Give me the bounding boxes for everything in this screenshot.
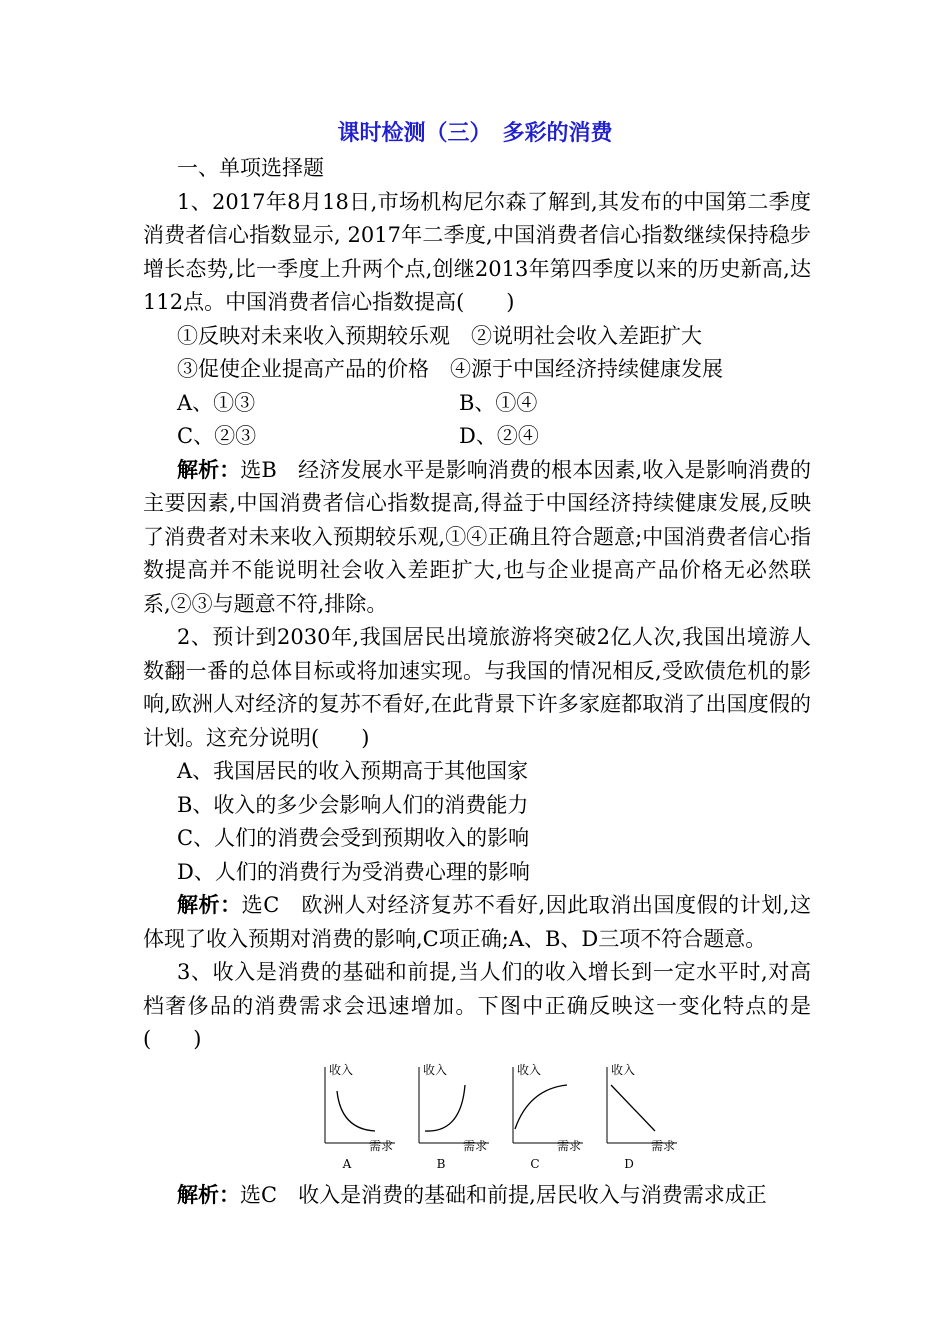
y-axis-label: 收入 (611, 1062, 636, 1077)
question-2-analysis (143, 889, 811, 956)
option-d: D、②④ (459, 424, 539, 448)
graph-d (597, 1063, 679, 1173)
question-1-statement: ③促使企业提高产品的价格 ④源于中国经济持续健康发展 (177, 357, 723, 381)
question-3-stem: 3、收入是消费的基础和前提,当人们的收入增长到一定水平时,对高档奢侈品的消费需求会迅速增加。下图中正确反映这一变化特点的是( ) (143, 960, 811, 1051)
graph-b (409, 1063, 491, 1173)
analysis-text: 选C 收入是消费的基础和前提,居民收入与消费需求成正 (240, 1182, 767, 1207)
analysis-label: 解析： (177, 893, 242, 917)
option-graphs (183, 1063, 811, 1173)
y-axis-label: 收入 (517, 1062, 542, 1077)
graph-caption: B (436, 1156, 446, 1171)
analysis-label: 解析： (177, 1182, 240, 1207)
x-axis-label: 需求 (368, 1138, 393, 1153)
section-heading: 一、单项选择题 (177, 156, 324, 180)
question-2-stem: 2、预计到2030年,我国居民出境旅游将突破2亿人次,我国出境游人数翻一番的总体目标或将加速实现。与我国的情况相反,受欧债危机的影响,欧洲人对经济的复苏不看好,在此背景下许多家庭都取消了出国度假的计划。这充分说明( ) (143, 625, 811, 750)
analysis-label: 解析： (177, 457, 241, 482)
y-axis-label: 收入 (329, 1062, 354, 1077)
option-c: C、②③ (177, 424, 257, 448)
question-1-stem: 1、2017年8月18日,市场机构尼尔森了解到,其发布的中国第二季度消费者信心指数显示, 2017年二季度,中国消费者信心指数继续保持稳步增长态势,比一季度上升两个点,创继2013年第四季度以来的历史新高,达112点。中国消费者信心指数提高( ) (143, 189, 811, 314)
question-1-options-row (143, 387, 811, 421)
option-c: C、人们的消费会受到预期收入的影响 (177, 826, 530, 850)
curve (337, 1091, 375, 1131)
x-axis-label: 需求 (462, 1138, 487, 1153)
question-1-options-row (143, 420, 811, 454)
x-axis-label: 需求 (556, 1138, 581, 1153)
curve (515, 1085, 567, 1129)
question-1-statement: ①反映对未来收入预期较乐观 ②说明社会收入差距扩大 (177, 323, 702, 348)
graph-c (503, 1063, 585, 1173)
option-b: B、收入的多少会影响人们的消费能力 (177, 792, 529, 817)
document-body (143, 152, 811, 1212)
graph-caption: D (624, 1156, 634, 1171)
curve (611, 1085, 655, 1131)
page-title: 课时检测（三） 多彩的消费 (337, 121, 613, 146)
y-axis-label: 收入 (423, 1062, 448, 1077)
analysis-text: 选B 经济发展水平是影响消费的根本因素,收入是影响消费的主要因素,中国消费者信心指数提高,得益于中国经济持续健康发展,反映了消费者对未来收入预期较乐观,①④正确且符合题意;中国消费者信心指数提高并不能说明社会收入差距扩大,也与企业提高产品价格无必然联系,②③与题意不符,排除。 (143, 457, 812, 616)
question-3-analysis (143, 1179, 811, 1213)
graph-caption: A (342, 1156, 352, 1171)
option-a: A、①③ (177, 390, 256, 415)
option-b: B、①④ (459, 390, 538, 415)
curve (425, 1085, 465, 1131)
analysis-text: 选C 欧洲人对经济复苏不看好,因此取消出国度假的计划,这体现了收入预期对消费的影响,C项正确;A、B、D三项不符合题意。 (143, 893, 812, 951)
graph-a (315, 1063, 397, 1173)
x-axis-label: 需求 (650, 1138, 675, 1153)
graph-caption: C (530, 1156, 540, 1171)
option-d: D、人们的消费行为受消费心理的影响 (177, 859, 530, 884)
question-1-analysis (143, 454, 811, 622)
option-a: A、我国居民的收入预期高于其他国家 (177, 759, 529, 783)
